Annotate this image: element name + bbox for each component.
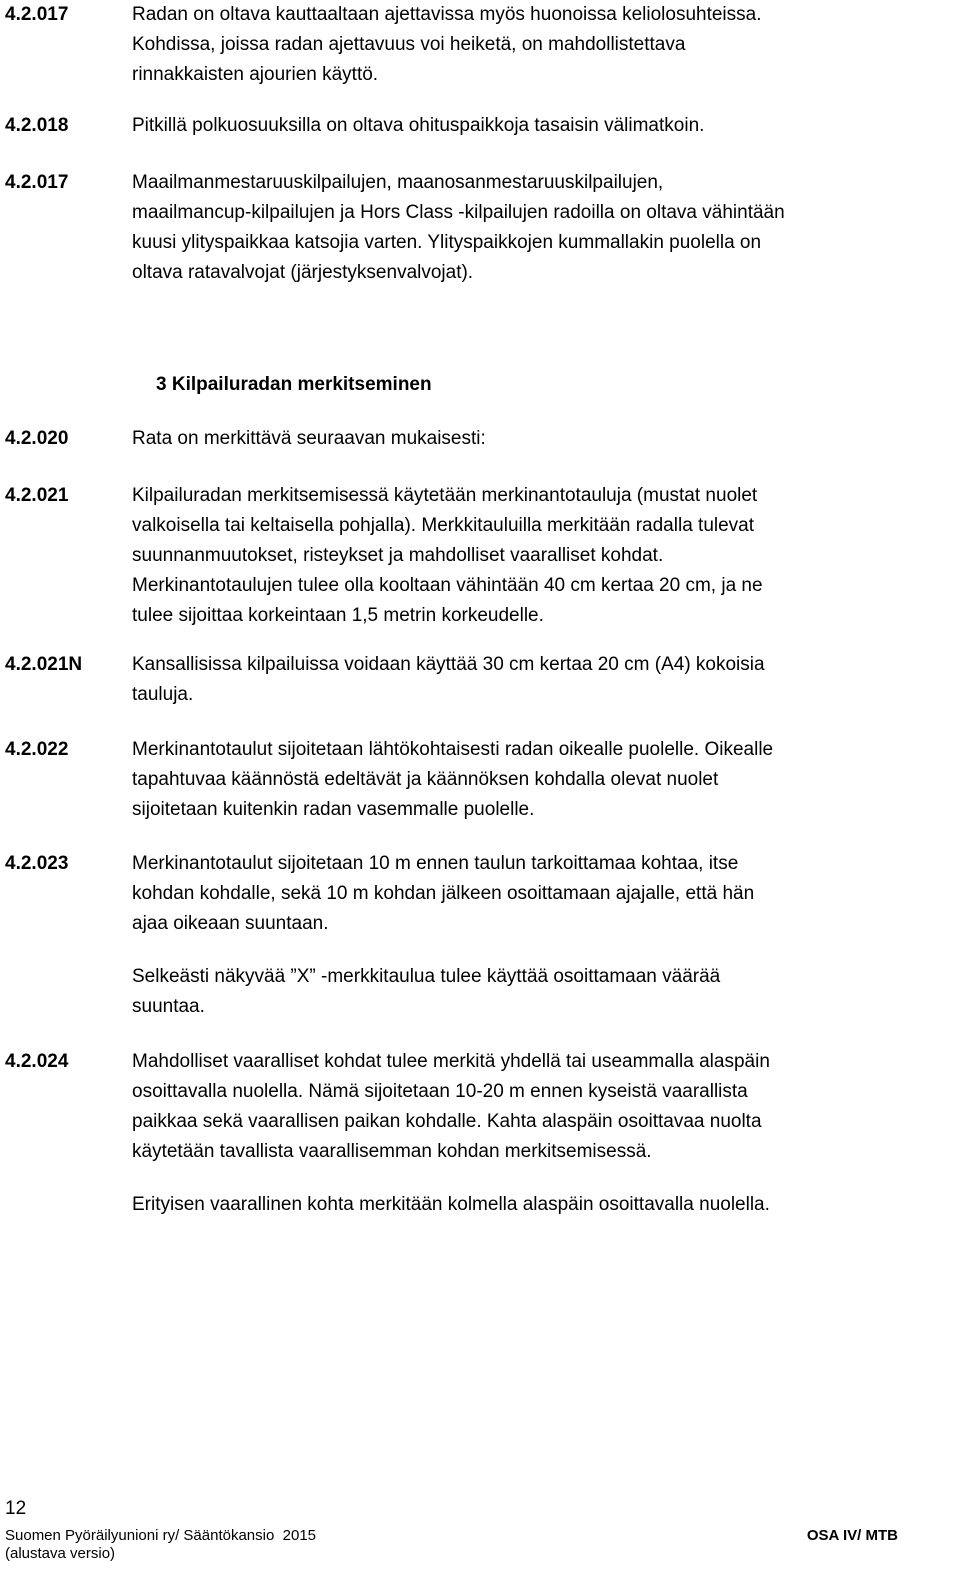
rule-number: 4.2.017 — [5, 4, 69, 25]
rule-line: tapahtuvaa käännöstä edeltävät ja käännöksen kohdalla olevat nuolet — [132, 769, 719, 790]
rule-text — [132, 111, 960, 141]
rule-line: Merkinantotaulut sijoitetaan lähtökohtaisesti radan oikealle puolelle. Oikealle — [132, 739, 774, 760]
rule-line: Radan on oltava kauttaaltaan ajettavissa myös huonoissa keliolosuhteissa. — [132, 4, 762, 25]
page-number: 12 — [5, 1498, 27, 1519]
rule-4-2-024-note — [132, 1190, 960, 1220]
footer-version-line: (alustava versio) — [5, 1545, 116, 1562]
rule-line: sijoitetaan kuitenkin radan vasemmalle puolelle. — [132, 799, 535, 820]
rule-line: Kilpailuradan merkitsemisessä käytetään merkinantotauluja (mustat nuolet — [132, 485, 758, 506]
rule-line: Erityisen vaarallinen kohta merkitään kolmella alaspäin osoittavalla nuolella. — [132, 1194, 770, 1215]
rule-line: tauluja. — [132, 684, 194, 705]
section-heading — [132, 370, 432, 400]
rule-line: Selkeästi näkyvää ”X” -merkkitaulua tulee käyttää osoittamaan väärää — [132, 966, 721, 987]
rule-number: 4.2.022 — [5, 739, 69, 760]
rule-text — [132, 424, 960, 454]
rule-line: osoittavalla nuolella. Nämä sijoitetaan 10-20 m ennen kyseistä vaarallista — [132, 1081, 748, 1102]
rule-text — [132, 1047, 960, 1167]
rule-text — [132, 650, 960, 710]
rule-number: 4.2.017 — [5, 172, 69, 193]
rule-text — [132, 168, 960, 288]
rule-text — [132, 735, 960, 825]
rule-number: 4.2.024 — [5, 1051, 69, 1072]
rule-line: maailmancup-kilpailujen ja Hors Class -kilpailujen radoilla on oltava vähintään — [132, 202, 785, 223]
rule-line: paikkaa sekä vaarallisen paikan kohdalle. Kahta alaspäin osoittavaa nuolta — [132, 1111, 762, 1132]
section-title: 3 Kilpailuradan merkitseminen — [156, 374, 432, 395]
rule-line: kohdan kohdalle, sekä 10 m kohdan jälkeen osoittamaan ajajalle, että hän — [132, 883, 755, 904]
rule-line: Merkinantotaulujen tulee olla kooltaan vähintään 40 cm kertaa 20 cm, ja ne — [132, 575, 763, 596]
rule-line: tulee sijoittaa korkeintaan 1,5 metrin korkeudelle. — [132, 605, 544, 626]
rule-text — [132, 849, 960, 939]
rule-line: suunnanmuutokset, risteykset ja mahdolliset vaaralliset kohdat. — [132, 545, 664, 566]
rule-line: valkoisella tai keltaisella pohjalla). Merkkitauluilla merkitään radalla tulevat — [132, 515, 755, 536]
rule-text — [132, 0, 960, 90]
rule-line: Mahdolliset vaaralliset kohdat tulee merkitä yhdellä tai useammalla alaspäin — [132, 1051, 770, 1072]
rule-line: kuusi ylityspaikkaa katsojia varten. Ylityspaikkojen kummallakin puolella on — [132, 232, 762, 253]
rule-4-2-023-note — [132, 962, 960, 1022]
footer-org — [5, 1527, 316, 1563]
rule-line: Pitkillä polkuosuuksilla on oltava ohituspaikkoja tasaisin välimatkoin. — [132, 115, 705, 136]
rule-number: 4.2.018 — [5, 115, 69, 136]
rule-line: Kohdissa, joissa radan ajettavuus voi heiketä, on mahdollistettava — [132, 34, 686, 55]
rule-line: ajaa oikeaan suuntaan. — [132, 913, 329, 934]
rule-number: 4.2.023 — [5, 853, 69, 874]
rule-line: Merkinantotaulut sijoitetaan 10 m ennen taulun tarkoittamaa kohtaa, itse — [132, 853, 739, 874]
footer-section-label: OSA IV/ MTB — [806, 1527, 898, 1544]
rule-line: Kansallisissa kilpailuissa voidaan käyttää 30 cm kertaa 20 cm (A4) kokoisia — [132, 654, 765, 675]
rule-number: 4.2.021N — [5, 654, 83, 675]
rule-line: käytetään tavallista vaarallisemman kohdan merkitsemisessä. — [132, 1141, 652, 1162]
rule-line: suuntaa. — [132, 996, 205, 1017]
rule-line: rinnakkaisten ajourien käyttö. — [132, 64, 379, 85]
rule-number: 4.2.021 — [5, 485, 69, 506]
rule-line: oltava ratavalvojat (järjestyksenvalvojat). — [132, 262, 474, 283]
rule-number: 4.2.020 — [5, 428, 69, 449]
rule-line: Rata on merkittävä seuraavan mukaisesti: — [132, 428, 486, 449]
footer-org-line: Suomen Pyöräilyunioni ry/ Sääntökansio 2015 — [5, 1527, 317, 1544]
rule-line: Maailmanmestaruuskilpailujen, maanosanmestaruuskilpailujen, — [132, 172, 664, 193]
rule-text — [132, 481, 960, 631]
